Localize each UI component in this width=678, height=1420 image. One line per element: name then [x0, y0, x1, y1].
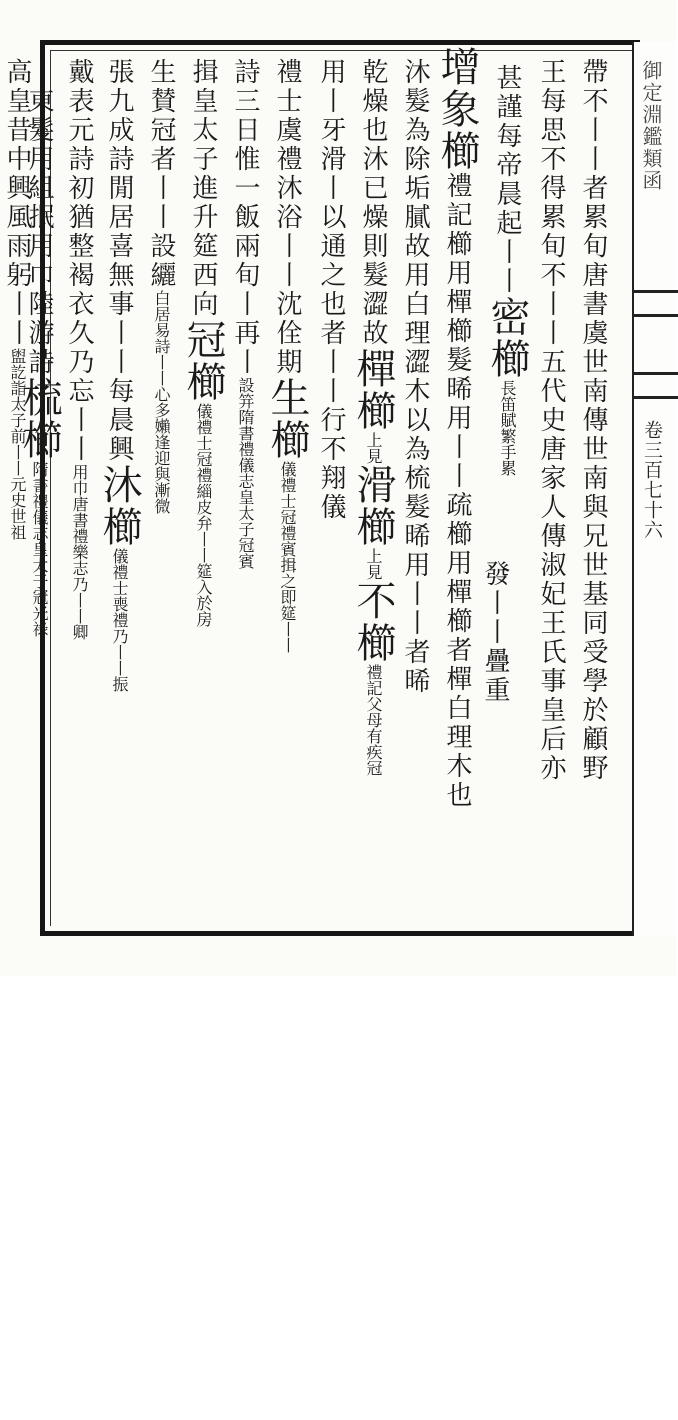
entry-heading: 沐櫛: [96, 464, 142, 548]
annotation-text: 用巾唐書禮樂志乃丨丨卿: [70, 464, 89, 640]
text-column: [96, 58, 142, 918]
annotation-text: 上見: [364, 432, 383, 464]
entry-heading: 密櫛: [484, 296, 530, 380]
body-text: 帶不丨丨者累旬唐書虞世南傳世南與兄世基同受學於顧野: [578, 58, 608, 783]
body-text: 王每思不得累旬不丨丨五代史唐家人傳淑妃王氏事皇后亦: [536, 58, 566, 783]
annotation-text: 儀禮士冠禮緇皮弁丨丨筵入於房: [194, 403, 213, 627]
margin-volume-number: 卷三百七十六: [641, 420, 663, 540]
margin-rule: [634, 314, 678, 317]
annotation-text: 白居易詩丨丨心多嬾逢迎與漸微: [152, 290, 171, 514]
text-column: [478, 560, 512, 1420]
annotation-text: 隋書禮儀志皇太子冠光祿: [30, 461, 49, 637]
body-text: 沐髮為除垢膩故用白理澀木以為梳髮晞用丨丨者晞: [400, 58, 430, 696]
entry-heading: 梳櫛: [16, 377, 62, 461]
text-column: [314, 58, 348, 918]
body-text: 禮士虞禮沐浴丨丨沈佺期: [272, 58, 302, 377]
annotation-text: 上見: [364, 548, 383, 580]
margin-rule: [634, 290, 678, 293]
text-column: [576, 58, 610, 918]
entry-heading: 冠櫛: [180, 319, 226, 403]
text-column: [228, 58, 262, 918]
text-column: [350, 58, 396, 918]
annotation-text: 儀禮士冠禮賓揖之即筵丨丨: [278, 461, 297, 653]
body-text: 生賛冠者丨丨設纚: [146, 58, 176, 290]
body-text: 乾燥也沐已燥則髮澀故: [358, 58, 388, 348]
body-text: 用丨牙滑丨以通之也: [316, 58, 346, 319]
text-column: [434, 46, 480, 906]
body-text: 丨東髮用組抿用巾陸游詩: [24, 58, 54, 377]
text-column: [398, 58, 432, 918]
text-column: [534, 58, 568, 918]
margin-rule: [634, 372, 678, 375]
margin-rule: [634, 396, 678, 399]
entry-heading: 生櫛: [264, 377, 310, 461]
annotation-text: 盥訖詣太子前丨丨元史世祖: [8, 348, 27, 540]
text-column: [62, 58, 96, 918]
text-column: [264, 58, 310, 918]
body-text: 詩三日惟一飯兩旬丨再丨: [230, 58, 260, 377]
entry-heading: 增象櫛: [434, 46, 480, 172]
body-text: 發丨丨疊重: [480, 560, 510, 705]
body-text: 高皇昔中興風雨躬丨丨: [2, 58, 32, 348]
annotation-text: 設笄隋書禮儀志皇太子冠賓: [236, 377, 255, 569]
body-text: 甚謹每帝晨起丨丨: [492, 64, 522, 296]
body-text: 揖皇太子進升筵西向: [188, 58, 218, 319]
entry-heading: 樿櫛: [350, 348, 396, 432]
margin-book-title: 御定淵鑑類函: [639, 60, 663, 192]
body-text: 禮記櫛用樿櫛髮晞用丨丨疏櫛用樿櫛者樿白理木也: [442, 172, 472, 810]
entry-heading: 滑櫛: [350, 464, 396, 548]
body-text: 張九成詩閒居喜無事丨丨每晨興: [104, 58, 134, 464]
annotation-text: 禮記父母有疾冠: [364, 664, 383, 776]
body-text: 戴表元詩初猶整褐衣久乃忘丨丨: [64, 58, 94, 464]
body-text: 者丨丨行不翔儀: [316, 319, 346, 522]
text-column: [180, 58, 226, 918]
annotation-text: 儀禮士喪禮乃丨丨振: [110, 548, 129, 692]
text-column: [144, 58, 178, 918]
text-column: [0, 58, 34, 918]
annotation-text: 長笛賦繁手累: [498, 380, 517, 476]
entry-heading: 不櫛: [350, 580, 396, 664]
